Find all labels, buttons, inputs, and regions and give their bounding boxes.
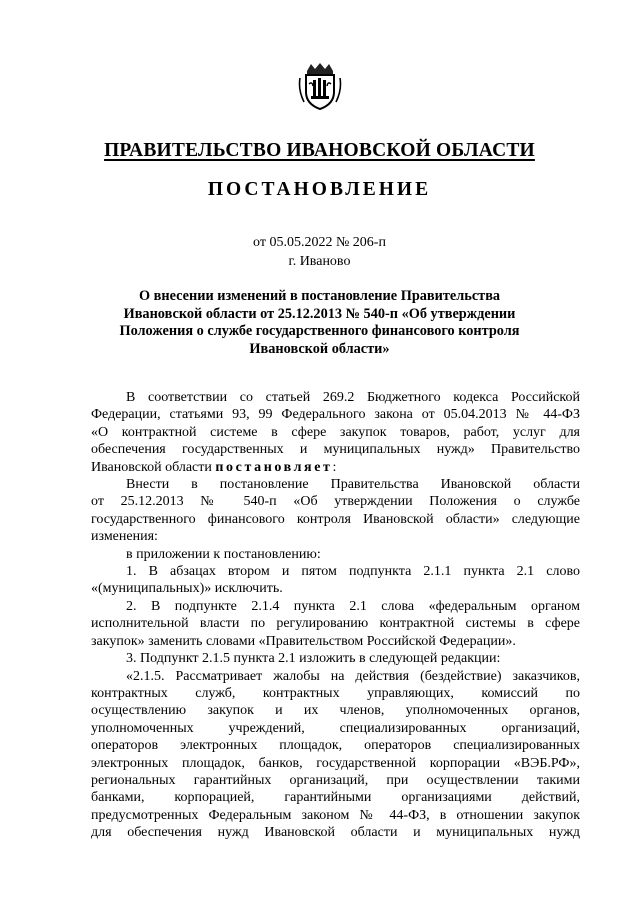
coat-of-arms-emblem — [298, 62, 342, 110]
body-line: Внести в постановление Правительства Ивановской области — [126, 477, 580, 493]
body-line: банками, корпорацией, гарантийными организациями действий, — [91, 790, 580, 806]
title-line: Ивановской области от 25.12.2013 № 540-п «Об утверждении — [123, 305, 516, 322]
body-line: «2.1.5. Рассматривает жалобы на действия (бездействие) заказчиков, — [126, 668, 580, 684]
city: г. Иваново — [288, 254, 351, 269]
document-type-heading: ПОСТАНОВЛЕНИЕ — [207, 179, 432, 200]
body-line: 2. В подпункте 2.1.4 пункта 2.1 слова «федеральным органом — [126, 598, 580, 614]
body-line: электронных площадок, банков, государственной корпорации «ВЭБ.РФ», — [91, 755, 580, 771]
title-line: О внесении изменений в постановление Правительства — [138, 288, 501, 304]
body-line: осуществлению закупок и их членов, уполномоченных органов, — [91, 703, 580, 719]
body-line: 3. Подпункт 2.1.5 пункта 2.1 изложить в следующей редакции: — [126, 651, 501, 667]
organization-title: ПРАВИТЕЛЬСТВО ИВАНОВСКОЙ ОБЛАСТИ — [104, 140, 535, 161]
body-line: региональных гарантийных организаций, при осуществлении такими — [91, 772, 580, 788]
body-line: закупок» заменить словами «Правительством Российской Федерации». — [91, 633, 516, 649]
document-title — [90, 288, 549, 358]
body-line: операторов электронных площадок, операторов специализированных — [91, 738, 580, 754]
body-line: изменения: — [91, 529, 158, 545]
body-line: 1. В абзацах втором и пятом подпункта 2.1.1 пункта 2.1 слово — [126, 564, 580, 580]
body-text: : — [332, 459, 337, 475]
body-line: контрактных служб, контрактных управляющих, комиссий по — [91, 685, 580, 701]
date-and-number: от 05.05.2022 № 206-п — [253, 235, 386, 250]
body-line: от 25.12.2013 № 540-п «Об утверждении Положения о службе — [91, 494, 580, 510]
title-line: Ивановской области» — [249, 340, 390, 357]
body-line: для обеспечения нужд Ивановской области и муниципальных нужд — [91, 825, 580, 841]
body-line: уполномоченных учреждений, специализированных организаций, — [91, 720, 580, 736]
title-line: Положения о службе государственного финансового контроля — [119, 323, 520, 340]
body-line — [91, 459, 580, 476]
decree-keyword: постановляет — [215, 459, 333, 475]
document-body — [91, 389, 580, 842]
body-line: «О контрактной системе в сфере закупок товаров, работ, услуг для — [91, 424, 580, 440]
body-line: В соответствии со статьей 269.2 Бюджетного кодекса Российской — [126, 390, 580, 405]
body-line: предусмотренных Федеральным законом № 44-ФЗ, в отношении закупок — [91, 807, 580, 823]
body-line: Федерации, статьями 93, 99 Федерального закона от 05.04.2013 № 44-ФЗ — [91, 407, 580, 423]
body-line: государственного финансового контроля Ивановской области» следующие — [91, 511, 580, 527]
body-text: Ивановской области — [91, 459, 216, 475]
body-line: обеспечения государственных и муниципальных нужд» Правительство — [91, 442, 580, 458]
body-line: «(муниципальных)» исключить. — [91, 581, 283, 597]
body-line: исполнительной власти по регулированию контрактной системы в сфере — [91, 616, 580, 632]
body-line: в приложении к постановлению: — [126, 546, 321, 562]
